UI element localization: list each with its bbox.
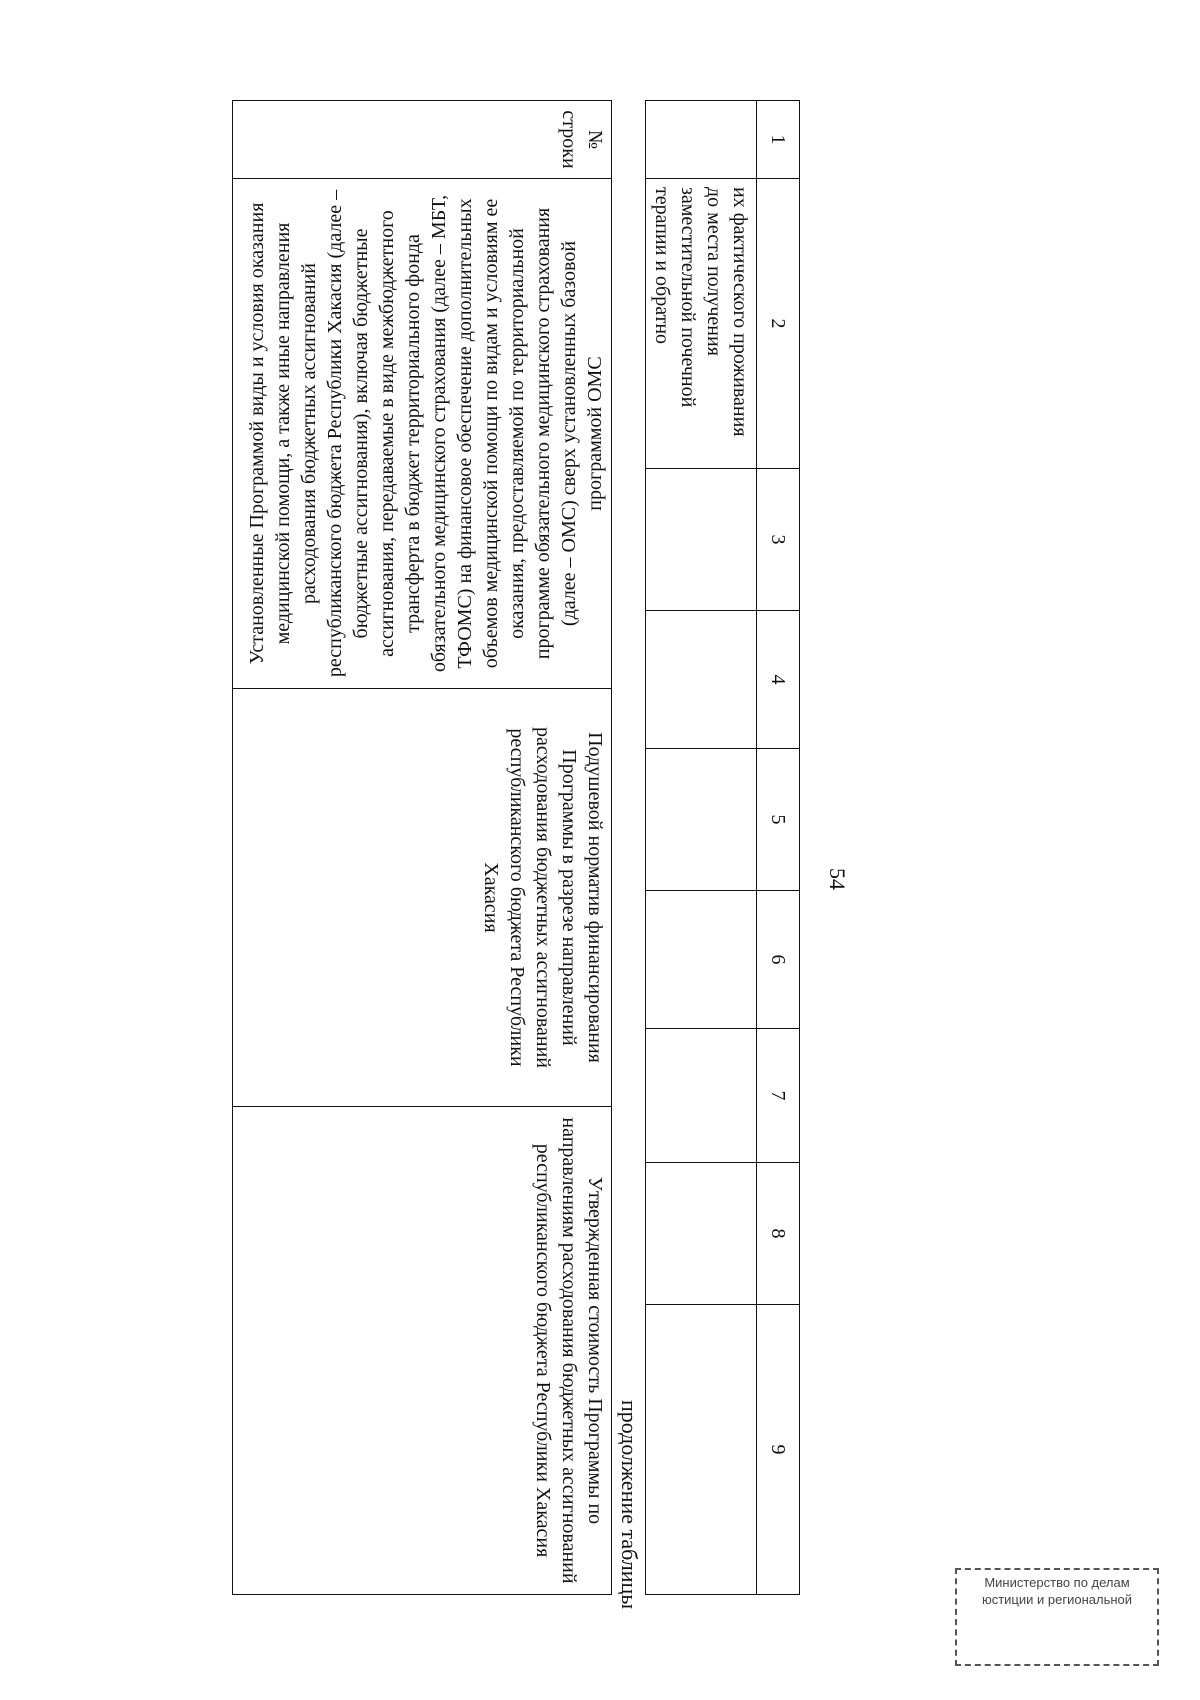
cell-9 — [646, 1305, 757, 1595]
col-num-7: 7 — [757, 1029, 800, 1163]
col-num-3: 3 — [757, 469, 800, 611]
cell-3 — [646, 469, 757, 611]
col-num-1: 1 — [757, 101, 800, 179]
cell-7 — [646, 1029, 757, 1163]
program-types-header — [233, 179, 612, 689]
cell-1 — [646, 101, 757, 179]
continuation-label: продолжение таблицы — [617, 1400, 642, 1610]
column-numbers-row — [757, 101, 800, 1595]
cell-5 — [646, 749, 757, 891]
page-number: 54 — [825, 868, 850, 890]
col-num-9: 9 — [757, 1305, 800, 1595]
stamp-line-1: Министерство по делам — [984, 1575, 1130, 1590]
per-capita-norm-header: Подушевой норматив финансирования Программы в разрезе направлений расходования бюджетных ассигнований республиканского бюджета Республики Хакасия — [233, 689, 612, 1107]
col-num-6: 6 — [757, 891, 800, 1029]
registration-stamp — [955, 1568, 1159, 1666]
cell-6 — [646, 891, 757, 1029]
col-num-8: 8 — [757, 1163, 800, 1305]
col-num-5: 5 — [757, 749, 800, 891]
stamp-line-2: юстиции и региональной — [981, 1592, 1133, 1607]
col-num-2: 2 — [757, 179, 800, 469]
cell-8 — [646, 1163, 757, 1305]
table-row — [646, 101, 757, 1595]
approved-cost-header: Утвержденная стоимость Программы по направлениям расходования бюджетных ассигнований республиканского бюджета Республики Хакасия — [233, 1107, 612, 1595]
cell-2: их фактического проживания до места получения заместительной почечной терапии и обратно — [646, 179, 757, 469]
cell-4 — [646, 611, 757, 749]
col-num-4: 4 — [757, 611, 800, 749]
table-continued-rows — [645, 100, 800, 1595]
header-row — [233, 101, 612, 1595]
row-number-header: № строки — [233, 101, 612, 179]
program-types-text: Установленные Программой виды и условия оказания медицинской помощи, а также иные направления расходования бюджетных ассигнований республиканского бюджета Республики Хакасия (далее – бюджетные ассигнования), включая бюджетные ассигнования, передаваемые в виде межбюджетного трансферта в бюджет территориального фонда обязательного медицинского страхования (далее – МБТ, ТФОМС) на финансовое обеспечение дополнительных объемов медицинской помощи по видам и условиям ее оказания, предоставляемой по территориальной программе обязательного медицинского страхования (далее – ОМС) сверх установленных базовой программой ОМС — [246, 189, 606, 678]
table-header — [232, 100, 612, 1595]
rotated-page-content — [38, 100, 850, 1700]
